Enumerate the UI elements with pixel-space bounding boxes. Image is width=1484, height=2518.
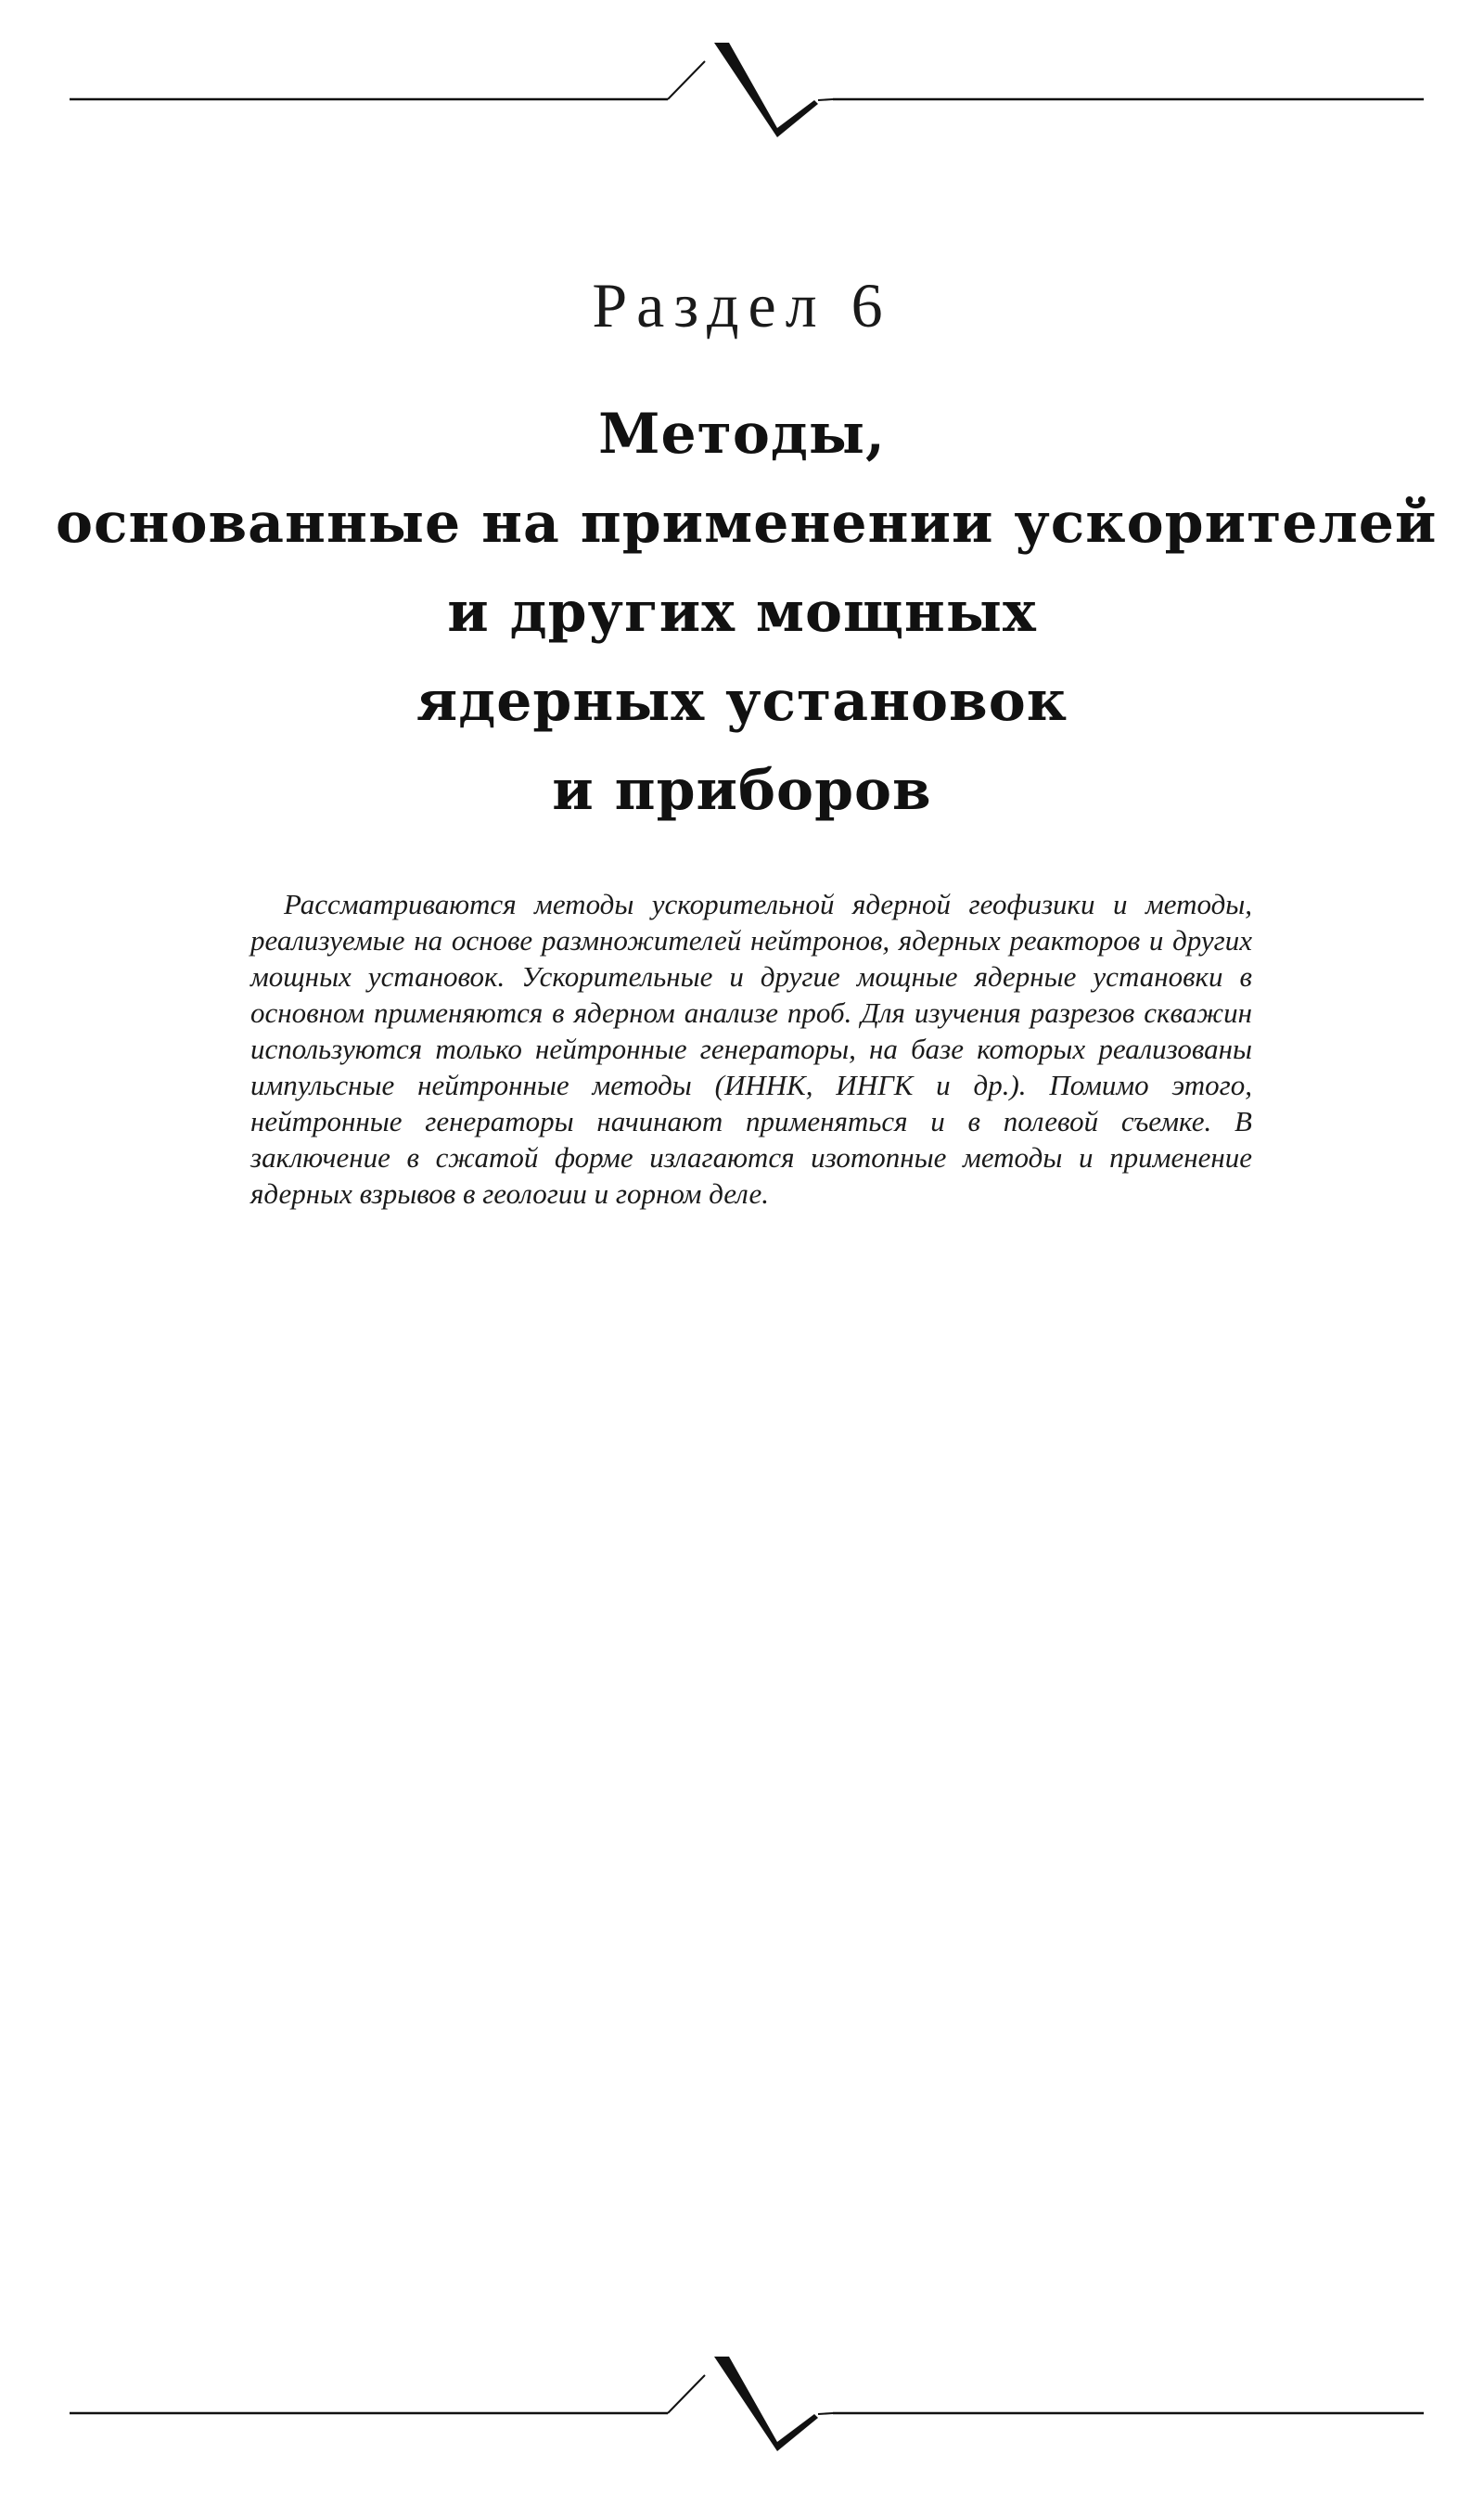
title-line-4: ядерных установок — [416, 669, 1068, 734]
title-line-1: Методы, — [598, 402, 886, 467]
check-mark-divider-icon — [0, 33, 1484, 163]
top-divider-ornament — [0, 33, 1484, 163]
check-mark-divider-icon — [0, 2347, 1484, 2477]
section-title — [56, 390, 1438, 835]
bottom-divider-ornament — [0, 2347, 1484, 2477]
section-abstract: Рассматриваются методы ускорительной ядерной геофизики и методы, реализуемые на основе размножителей нейтронов, ядерных реакторов и других мощных установок. Ускорительные и другие мощные ядерные установки в основном применяются в ядерном анализе проб. Для изучения разрезов скважин используются только нейтронные генераторы, на базе которых реализованы импульсные нейтронные методы (ИННК, ИНГК и др.). Помимо этого, нейтронные генераторы начинают применяться и в полевой съемке. В заключение в сжатой форме излагаются изотопные методы и применение ядерных взрывов в геологии и горном деле. — [250, 888, 1252, 1210]
title-line-5: и приборов — [552, 758, 932, 823]
title-line-2: основанные на применении ускорителей — [56, 491, 1438, 556]
section-label: Раздел 6 — [592, 270, 892, 340]
title-line-3: и других мощных — [447, 580, 1037, 645]
